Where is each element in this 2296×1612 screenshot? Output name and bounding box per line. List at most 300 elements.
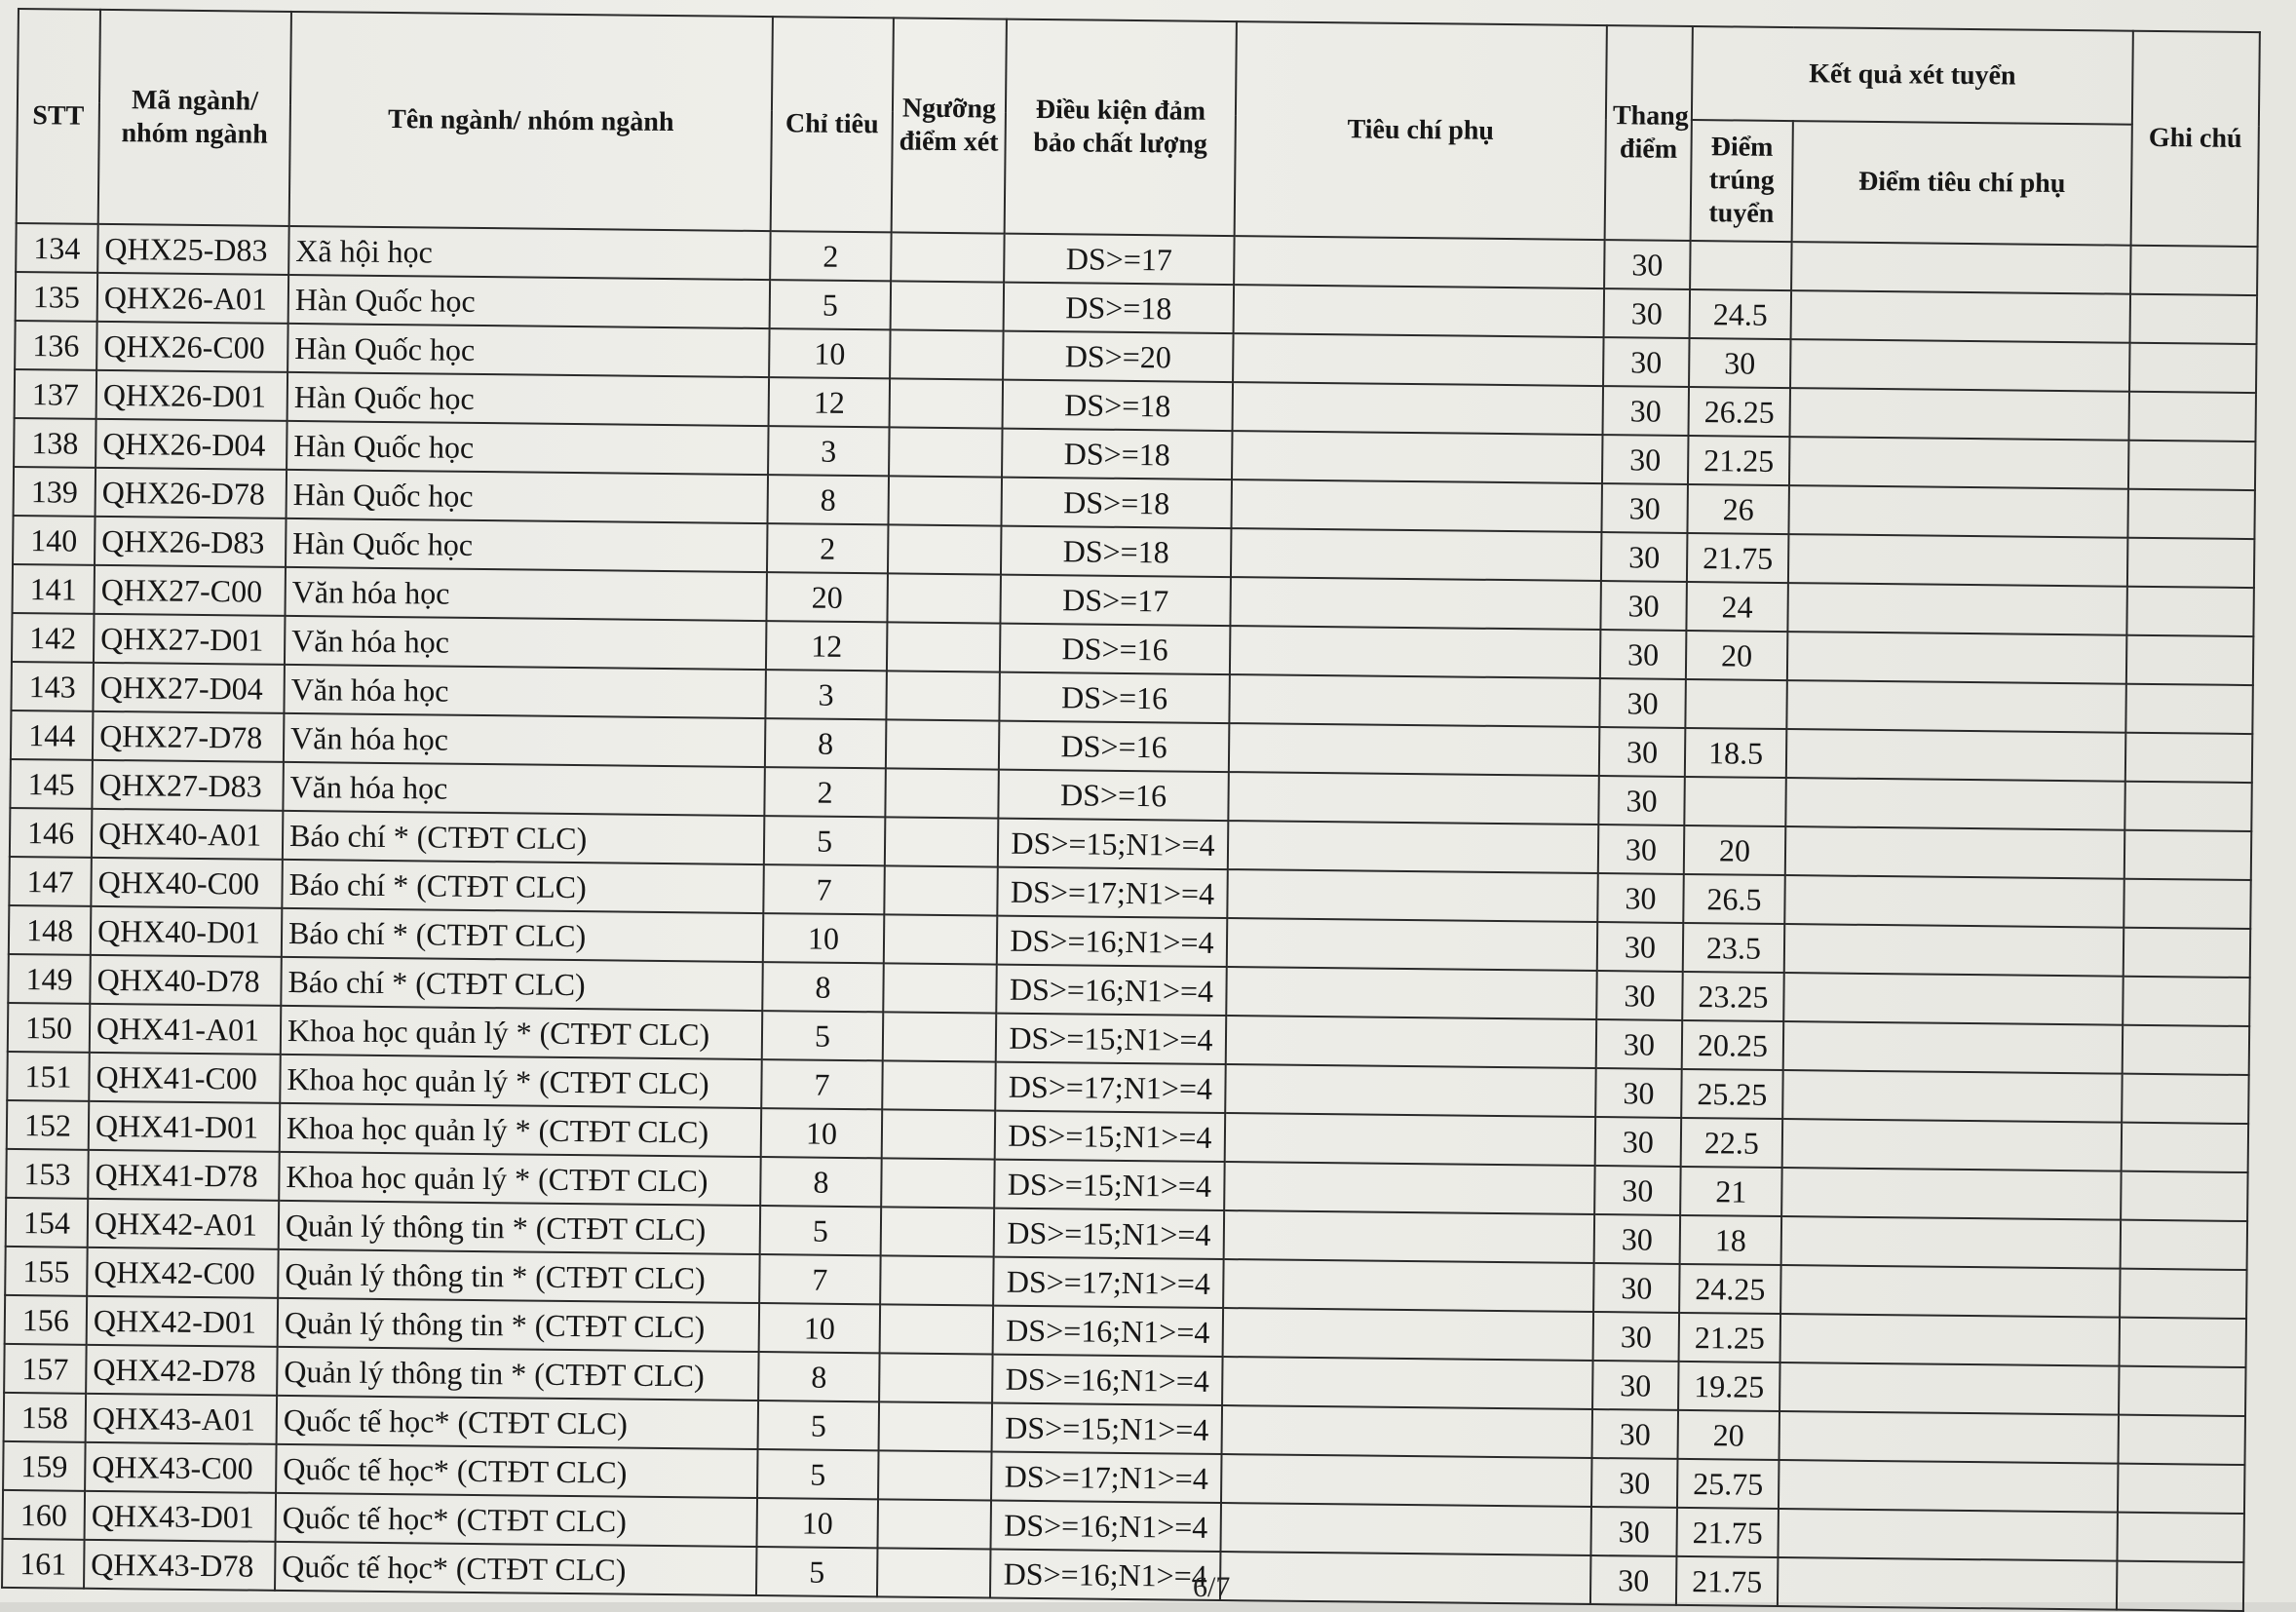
cell-stt: 157 [4,1344,87,1394]
cell-criteria-score [1784,875,2124,928]
cell-condition: DS>=15;N1>=4 [995,1111,1226,1162]
cell-condition: DS>=16;N1>=4 [992,1355,1223,1405]
cell-name: Quản lý thông tin * (CTĐT CLC) [278,1298,759,1352]
cell-code: QHX41-D01 [89,1101,281,1152]
cell-threshold [877,1499,991,1549]
cell-threshold [886,671,1000,720]
cell-condition: DS>=17;N1>=4 [995,1062,1226,1113]
cell-threshold [885,768,999,818]
cell-note [2125,733,2253,783]
cell-code: QHX41-D78 [88,1150,280,1201]
cell-criteria [1226,1016,1597,1068]
cell-code: QHX41-A01 [90,1004,282,1055]
cell-score: 24 [1686,582,1788,632]
cell-score: 30 [1689,338,1791,388]
cell-scale: 30 [1596,971,1683,1020]
cell-scale: 30 [1599,678,1686,728]
cell-note [2123,977,2250,1026]
cell-threshold [889,427,1003,477]
cell-threshold [881,1158,995,1208]
header-score: Điểm trúng tuyển [1691,120,1793,242]
cell-code: QHX26-D01 [96,370,288,421]
cell-threshold [891,232,1005,282]
cell-score: 20 [1686,631,1788,680]
cell-code: QHX42-C00 [87,1247,279,1298]
cell-condition: DS>=18 [1002,429,1233,480]
cell-score: 26.25 [1688,387,1790,437]
cell-condition: DS>=16 [999,721,1230,772]
cell-name: Khoa học quản lý * (CTĐT CLC) [281,1006,762,1059]
cell-threshold [888,524,1002,574]
cell-criteria [1220,1503,1591,1555]
cell-quota: 8 [760,1157,882,1207]
cell-criteria [1223,1308,1594,1361]
cell-criteria-score [1782,1070,2123,1123]
cell-threshold [879,1353,993,1402]
cell-score: 21.75 [1676,1556,1779,1606]
cell-note [2129,343,2257,393]
cell-stt: 137 [15,369,97,419]
cell-threshold [882,1109,996,1159]
cell-stt: 136 [15,321,97,370]
cell-name: Quốc tế học* (CTĐT CLC) [276,1444,757,1498]
cell-score [1685,679,1787,729]
cell-score: 26.5 [1683,874,1785,924]
cell-quota: 5 [764,816,886,865]
cell-threshold [884,914,998,964]
cell-condition: DS>=17;N1>=4 [997,867,1228,918]
cell-score: 21 [1680,1167,1782,1216]
cell-condition: DS>=17;N1>=4 [991,1452,1222,1503]
cell-score: 18.5 [1685,728,1787,778]
cell-name: Hàn Quốc học [288,275,770,328]
cell-criteria [1224,1162,1595,1214]
cell-criteria-score [1778,1509,2118,1561]
cell-name: Hàn Quốc học [287,324,769,377]
cell-quota: 8 [768,475,890,524]
cell-code: QHX40-A01 [92,809,284,860]
cell-threshold [890,378,1004,428]
cell-threshold [879,1401,993,1451]
cell-code: QHX27-C00 [94,565,286,616]
cell-criteria-score [1791,242,2131,294]
cell-score [1684,777,1786,826]
cell-scale: 30 [1595,1117,1682,1167]
cell-criteria [1233,382,1604,435]
cell-threshold [886,719,1000,769]
cell-condition: DS>=18 [1001,526,1232,577]
cell-stt: 139 [14,467,96,517]
cell-condition: DS>=16 [998,770,1229,821]
cell-name: Báo chí * (CTĐT CLC) [283,811,764,864]
cell-score: 26 [1687,484,1789,534]
cell-quota: 8 [758,1352,880,1401]
cell-name: Văn hóa học [285,567,766,621]
header-note: Ghi chú [2131,31,2260,247]
cell-score: 23.25 [1682,972,1784,1021]
cell-threshold [880,1255,994,1305]
cell-note [2124,830,2252,880]
cell-threshold [881,1207,995,1256]
cell-code: QHX40-C00 [91,858,283,908]
cell-code: QHX26-D04 [96,419,287,470]
cell-score: 24.5 [1690,289,1792,339]
cell-criteria-score [1788,485,2128,538]
cell-name: Quốc tế học* (CTĐT CLC) [276,1493,757,1547]
cell-stt: 141 [12,564,95,614]
cell-scale: 30 [1594,1214,1681,1264]
cell-stt: 151 [7,1052,90,1101]
cell-criteria-score [1779,1411,2119,1464]
cell-criteria [1227,918,1598,971]
cell-note [2124,928,2251,978]
cell-scale: 30 [1600,581,1687,631]
header-code: Mã ngành/ nhóm ngành [98,10,291,226]
cell-criteria [1233,333,1604,386]
cell-code: QHX41-C00 [89,1053,281,1103]
cell-condition: DS>=16;N1>=4 [993,1306,1224,1357]
cell-stt: 148 [9,905,92,955]
cell-scale: 30 [1590,1507,1677,1556]
cell-threshold [883,1012,997,1061]
cell-criteria [1228,772,1599,825]
cell-condition: DS>=15;N1>=4 [992,1403,1223,1454]
cell-code: QHX43-D01 [85,1491,277,1542]
cell-note [2118,1415,2245,1465]
cell-criteria [1224,1210,1595,1263]
cell-criteria [1230,577,1601,630]
cell-score: 21.75 [1687,533,1789,583]
cell-stt: 156 [5,1295,88,1345]
cell-scale: 30 [1597,873,1684,923]
cell-code: QHX42-A01 [88,1199,280,1249]
cell-criteria-score [1780,1314,2121,1366]
cell-note [2123,1025,2250,1075]
cell-name: Quốc tế học* (CTĐT CLC) [275,1542,756,1595]
cell-criteria [1234,285,1605,337]
cell-note [2128,392,2256,441]
cell-criteria [1231,480,1602,532]
cell-scale: 30 [1592,1409,1679,1459]
cell-note [2122,1123,2249,1172]
cell-condition: DS>=16;N1>=4 [990,1550,1221,1600]
cell-stt: 142 [12,613,95,663]
cell-quota: 7 [761,1059,883,1109]
cell-criteria-score [1789,388,2129,441]
cell-quota: 7 [759,1254,881,1304]
cell-note [2126,587,2254,636]
cell-name: Quản lý thông tin * (CTĐT CLC) [279,1201,760,1254]
cell-quota: 5 [760,1206,882,1255]
cell-name: Hàn Quốc học [286,518,767,572]
cell-stt: 143 [11,662,94,711]
cell-quota: 5 [770,280,892,329]
cell-score: 20.25 [1682,1020,1784,1070]
cell-note [2120,1318,2247,1367]
cell-quota: 3 [765,670,887,719]
cell-criteria [1222,1405,1593,1458]
cell-criteria [1222,1357,1593,1409]
cell-quota: 10 [763,913,885,963]
cell-criteria-score [1788,534,2128,587]
cell-stt: 134 [16,223,98,273]
table-body [2,223,2258,1611]
cell-note [2124,782,2252,831]
cell-condition: DS>=16 [999,672,1230,723]
cell-score: 21.25 [1688,436,1790,485]
cell-quota: 8 [765,718,887,768]
header-criteria: Tiêu chí phụ [1235,21,1607,240]
cell-code: QHX27-D78 [93,711,285,762]
cell-code: QHX27-D83 [92,760,284,811]
cell-note [2128,441,2256,490]
cell-name: Văn hóa học [285,616,766,670]
cell-condition: DS>=16;N1>=4 [996,965,1227,1016]
page-number: 6/7 [1193,1571,1231,1603]
cell-name: Hàn Quốc học [287,372,769,426]
cell-condition: DS>=18 [1004,283,1235,333]
cell-criteria-score [1786,729,2126,782]
cell-note [2119,1366,2246,1416]
cell-threshold [880,1304,994,1354]
cell-scale: 30 [1601,483,1688,533]
cell-code: QHX25-D83 [97,224,289,275]
cell-scale: 30 [1598,776,1685,825]
cell-threshold [888,476,1002,525]
cell-criteria-score [1783,973,2124,1025]
cell-quota: 12 [769,377,891,427]
cell-criteria [1229,674,1600,727]
cell-threshold [887,573,1001,623]
cell-stt: 158 [4,1393,87,1442]
cell-code: QHX40-D01 [91,906,283,957]
cell-threshold [884,865,998,915]
cell-threshold [885,817,999,866]
header-quota: Chỉ tiêu [771,17,894,232]
cell-criteria [1230,626,1601,678]
cell-stt: 161 [2,1539,85,1589]
cell-threshold [891,281,1005,330]
cell-stt: 135 [16,272,98,322]
cell-condition: DS>=18 [1003,380,1234,431]
cell-code: QHX43-A01 [86,1394,278,1444]
cell-note [2124,879,2251,929]
cell-note [2127,489,2255,539]
cell-threshold [883,963,997,1013]
cell-score [1690,241,1792,290]
cell-threshold [877,1548,991,1597]
cell-scale: 30 [1603,337,1690,387]
cell-quota: 20 [766,572,888,622]
cell-scale: 30 [1593,1312,1680,1362]
header-stt: STT [17,9,100,224]
cell-stt: 159 [3,1441,86,1491]
cell-stt: 147 [9,857,92,906]
cell-note [2127,538,2255,588]
cell-scale: 30 [1596,1019,1683,1069]
cell-score: 25.25 [1681,1069,1783,1119]
cell-name: Báo chí * (CTĐT CLC) [282,860,763,913]
cell-threshold [878,1450,992,1500]
cell-stt: 149 [8,954,91,1004]
cell-code: QHX26-C00 [96,322,288,372]
header-threshold: Ngưỡng điểm xét [892,18,1007,233]
cell-code: QHX26-D83 [95,517,287,567]
cell-stt: 152 [7,1100,90,1150]
cell-note [2130,246,2258,295]
cell-name: Văn hóa học [284,665,765,718]
cell-criteria [1221,1454,1592,1507]
table-header [17,9,2260,247]
cell-stt: 145 [10,759,93,809]
cell-quota: 2 [770,231,892,281]
cell-quota: 5 [762,1011,884,1060]
cell-score: 25.75 [1677,1459,1779,1509]
cell-condition: DS>=18 [1001,478,1232,528]
cell-quota: 10 [757,1498,879,1548]
cell-criteria-score [1785,826,2125,879]
cell-criteria-score [1779,1363,2120,1415]
cell-stt: 146 [10,808,93,858]
header-criteria-score: Điểm tiêu chí phụ [1792,121,2132,246]
cell-quota: 10 [769,328,891,378]
cell-criteria [1223,1259,1594,1312]
cell-code: QHX26-D78 [96,468,287,518]
cell-criteria [1228,821,1599,873]
cell-criteria-score [1781,1216,2122,1269]
cell-name: Hàn Quốc học [287,421,768,475]
cell-stt: 153 [6,1149,89,1199]
cell-score: 21.25 [1679,1313,1781,1363]
cell-criteria-score [1786,680,2126,733]
cell-note [2118,1464,2245,1514]
cell-note [2122,1074,2249,1124]
cell-scale: 30 [1604,240,1691,289]
cell-threshold [887,622,1001,672]
cell-note [2117,1561,2244,1611]
header-scale: Thang điểm [1605,25,1693,241]
cell-score: 21.75 [1676,1508,1779,1557]
cell-note [2125,684,2253,734]
cell-quota: 8 [762,962,884,1012]
cell-threshold [882,1060,996,1110]
cell-scale: 30 [1603,386,1690,436]
cell-criteria [1220,1552,1591,1604]
cell-quota: 5 [758,1401,880,1450]
cell-note [2120,1269,2247,1319]
cell-note [2126,635,2254,685]
cell-scale: 30 [1594,1166,1681,1215]
cell-quota: 5 [756,1547,878,1596]
cell-code: QHX42-D01 [87,1296,279,1347]
cell-name: Văn hóa học [284,713,765,767]
cell-code: QHX42-D78 [86,1345,278,1396]
cell-criteria [1225,1113,1596,1166]
cell-code: QHX43-C00 [85,1442,277,1493]
cell-scale: 30 [1592,1361,1679,1410]
cell-condition: DS>=17 [1000,575,1231,626]
cell-name: Quản lý thông tin * (CTĐT CLC) [278,1249,759,1303]
cell-criteria [1229,723,1600,776]
cell-threshold [890,329,1004,379]
cell-note [2130,294,2258,344]
cell-quota: 10 [759,1303,881,1353]
cell-condition: DS>=20 [1003,331,1234,382]
admission-results-table [1,8,2261,1612]
cell-scale: 30 [1604,288,1691,338]
cell-criteria-score [1791,290,2131,343]
cell-score: 23.5 [1683,923,1785,973]
cell-name: Hàn Quốc học [287,470,768,523]
cell-stt: 154 [6,1198,89,1247]
cell-score: 20 [1684,825,1786,875]
cell-code: QHX26-A01 [97,273,289,324]
cell-name: Khoa học quản lý * (CTĐT CLC) [280,1055,761,1108]
cell-scale: 30 [1599,727,1686,777]
cell-condition: DS>=15;N1>=4 [994,1209,1225,1259]
cell-stt: 138 [14,418,96,468]
cell-scale: 30 [1590,1555,1677,1605]
cell-quota: 2 [767,523,889,573]
cell-criteria [1234,236,1605,288]
cell-criteria [1227,869,1598,922]
cell-code: QHX43-D78 [84,1540,276,1591]
cell-score: 18 [1680,1215,1782,1265]
cell-condition: DS>=16;N1>=4 [990,1501,1221,1552]
cell-condition: DS>=15;N1>=4 [998,819,1229,869]
cell-scale: 30 [1601,532,1688,582]
cell-criteria-score [1789,437,2129,489]
cell-scale: 30 [1602,435,1689,484]
cell-score: 19.25 [1678,1362,1780,1411]
cell-condition: DS>=15;N1>=4 [996,1014,1227,1064]
cell-criteria [1231,528,1602,581]
cell-stt: 144 [11,710,94,760]
cell-criteria-score [1785,778,2125,830]
cell-criteria-score [1779,1460,2119,1513]
cell-scale: 30 [1595,1068,1682,1118]
cell-name: Khoa học quản lý * (CTĐT CLC) [280,1103,761,1157]
cell-name: Khoa học quản lý * (CTĐT CLC) [279,1152,760,1206]
cell-note [2117,1513,2244,1562]
cell-score: 22.5 [1681,1118,1783,1168]
cell-criteria-score [1784,924,2124,977]
cell-condition: DS>=17 [1004,234,1235,285]
cell-code: QHX40-D78 [90,955,282,1006]
cell-scale: 30 [1597,922,1684,972]
cell-name: Quốc tế học* (CTĐT CLC) [277,1396,758,1449]
cell-score: 20 [1678,1410,1780,1460]
cell-quota: 2 [764,767,886,817]
cell-note [2121,1171,2248,1221]
cell-criteria-score [1787,632,2127,684]
cell-criteria-score [1780,1265,2121,1318]
cell-criteria-score [1783,1021,2124,1074]
cell-note [2121,1220,2248,1270]
cell-quota: 12 [766,621,888,671]
cell-code: QHX27-D01 [94,614,286,665]
cell-name: Báo chí * (CTĐT CLC) [282,908,763,962]
cell-scale: 30 [1600,630,1687,679]
cell-criteria-score [1782,1119,2123,1171]
cell-criteria [1232,431,1603,483]
cell-criteria [1226,967,1597,1019]
cell-criteria-score [1787,583,2127,635]
cell-scale: 30 [1598,825,1685,874]
cell-quota: 5 [757,1449,879,1499]
cell-stt: 140 [13,516,96,565]
cell-criteria [1225,1064,1596,1117]
